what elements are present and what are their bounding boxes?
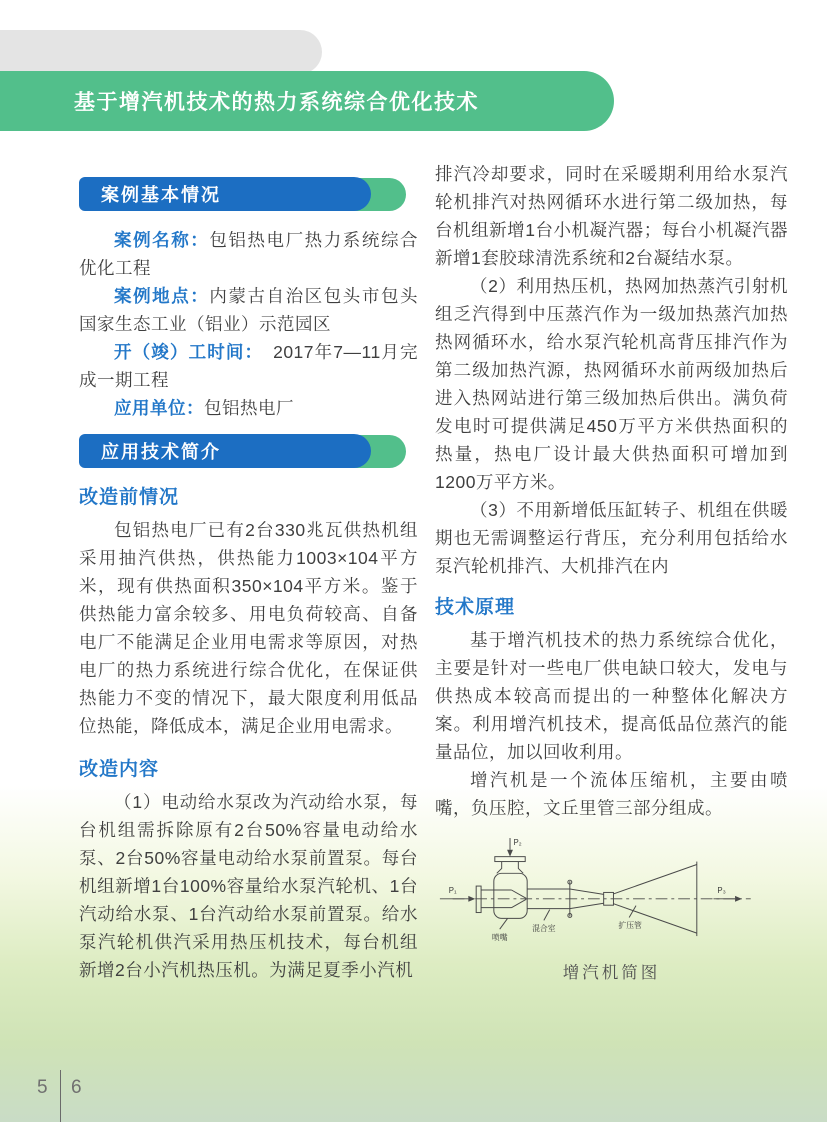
section-retrofit-content-heading: 改造内容 <box>79 759 160 780</box>
p1-label: P₁ <box>448 885 457 895</box>
page-number-right: 6 <box>71 1077 82 1098</box>
principle-paragraph-1: 基于增汽机技术的热力系统综合优化，主要是针对一些电厂供电缺口较大，发电与供热成本较高而提出的一种整体化解决方案。利用增汽机技术，提高低品位蒸汽的能量品位，加以回收利用。 <box>435 630 788 762</box>
nozzle-leader-line <box>500 918 508 929</box>
ejector-schematic-diagram <box>435 828 788 983</box>
measure-3-paragraph: （3）不用新增低压缸转子、机组在供暖期也无需调整运行背压，充分利用包括给水泵汽轮机排汽、大机排汽在内 <box>435 500 788 576</box>
top-flange <box>495 857 525 862</box>
ejector-schematic-svg <box>435 828 788 951</box>
case-unit-row <box>79 394 418 422</box>
diffuser-top <box>613 864 696 893</box>
case-time-label: 开（竣）工时间： <box>114 342 255 362</box>
converging-bottom <box>570 903 604 908</box>
p1-arrowhead <box>468 896 475 902</box>
case-name-value: 包铝热电厂热力系统综合优化工程 <box>79 230 419 278</box>
header-grey-bar <box>0 30 322 74</box>
principle-paragraph-2: 增汽机是一个流体压缩机，主要由喷嘴，负压腔，文丘里管三部分组成。 <box>435 770 788 818</box>
section-retrofit-content-paragraph: （1）电动给水泵改为汽动给水泵，每台机组需拆除原有2台50%容量电动给水泵、2台50%容量电动给水泵前置泵。每台机组新增1台100%容量给水泵汽轮机、1台汽动给水泵、1台汽动给水泵前置泵。给水泵汽轮机供汽采用热压机技术，每台机组新增2台小汽机热压机。为满足夏季小汽机 <box>79 792 418 980</box>
p2-label: P₂ <box>513 837 522 847</box>
case-info-block <box>79 226 418 422</box>
banner-blue-bar <box>79 434 371 468</box>
case-name-label: 案例名称： <box>114 230 210 250</box>
nozzle-cone-bottom <box>511 899 526 907</box>
banner-tech-intro-label: 应用技术简介 <box>101 442 221 462</box>
measure-2-paragraph: （2）利用热压机，热网加热蒸汽引射机组乏汽得到中压蒸汽作为一级加热蒸汽加热热网循环水，给水泵汽轮机高背压排汽作为第二级加热汽源，热网循环水前两级加热后进入热网站进行第三级加热后供出。满负荷发电时可提供满足450万平方米供热面积的热量，热电厂设计最大供热面积可增加到1200万平方米。 <box>435 276 788 492</box>
converging-top <box>570 889 604 894</box>
header-green-bar <box>0 71 614 131</box>
mixing-leader-line <box>544 910 550 921</box>
case-location-label: 案例地点： <box>114 286 210 306</box>
section-before-retrofit-paragraph: 包铝热电厂已有2台330兆瓦供热机组采用抽汽供热，供热能力1003×104平方米，现有供热面积350×104平方米。鉴于供热能力富余较多、用电负荷较高、自备电厂不能满足企业用电需求等原因，对热电厂的热力系统进行综合优化，在保证供热能力不变的情况下，最大限度利用低品位热能，降低成本，满足企业用电需求。 <box>79 520 418 736</box>
case-name-row <box>79 226 418 282</box>
nozzle-cone-top <box>511 890 526 898</box>
p3-label: P₃ <box>717 885 726 895</box>
right-column <box>435 160 788 983</box>
case-time-row <box>79 338 418 394</box>
case-location-row <box>79 282 418 338</box>
section-principle-heading: 技术原理 <box>435 597 516 618</box>
case-location-value: 内蒙古自治区包头市包头国家生态工业（铝业）示范园区 <box>79 286 419 334</box>
page-title: 基于增汽机技术的热力系统综合优化技术 <box>74 91 479 114</box>
p2-arrowhead <box>507 850 513 857</box>
banner-blue-bar <box>79 177 371 211</box>
banner-case-basics-label: 案例基本情况 <box>101 185 221 205</box>
banner-tech-intro <box>79 434 406 468</box>
case-time-value: 2017年7—11月完成一期工程 <box>79 342 419 390</box>
continued-paragraph: 排汽冷却要求，同时在采暖期利用给水泵汽轮机排汽对热网循环水进行第二级加热，每台机组新增1台小机凝汽器；每台小机凝汽器新增1套胶球清洗系统和2台凝结水泵。 <box>435 164 788 268</box>
mixing-chamber-callout-label: 混合室 <box>532 924 556 934</box>
diffuser-callout-label: 扩压管 <box>618 921 642 931</box>
page-number-divider <box>60 1070 61 1122</box>
case-unit-value: 包铝热电厂 <box>204 398 294 418</box>
left-column <box>79 177 418 984</box>
case-unit-label: 应用单位： <box>114 398 204 418</box>
page-number-left: 5 <box>37 1077 48 1098</box>
diagram-caption: 增汽机简图 <box>562 964 661 982</box>
p3-arrowhead <box>735 896 742 902</box>
section-before-retrofit-heading: 改造前情况 <box>79 487 180 508</box>
nozzle-callout-label: 喷嘴 <box>491 932 508 942</box>
banner-case-basics <box>79 177 406 211</box>
vessel-neck <box>497 862 523 874</box>
